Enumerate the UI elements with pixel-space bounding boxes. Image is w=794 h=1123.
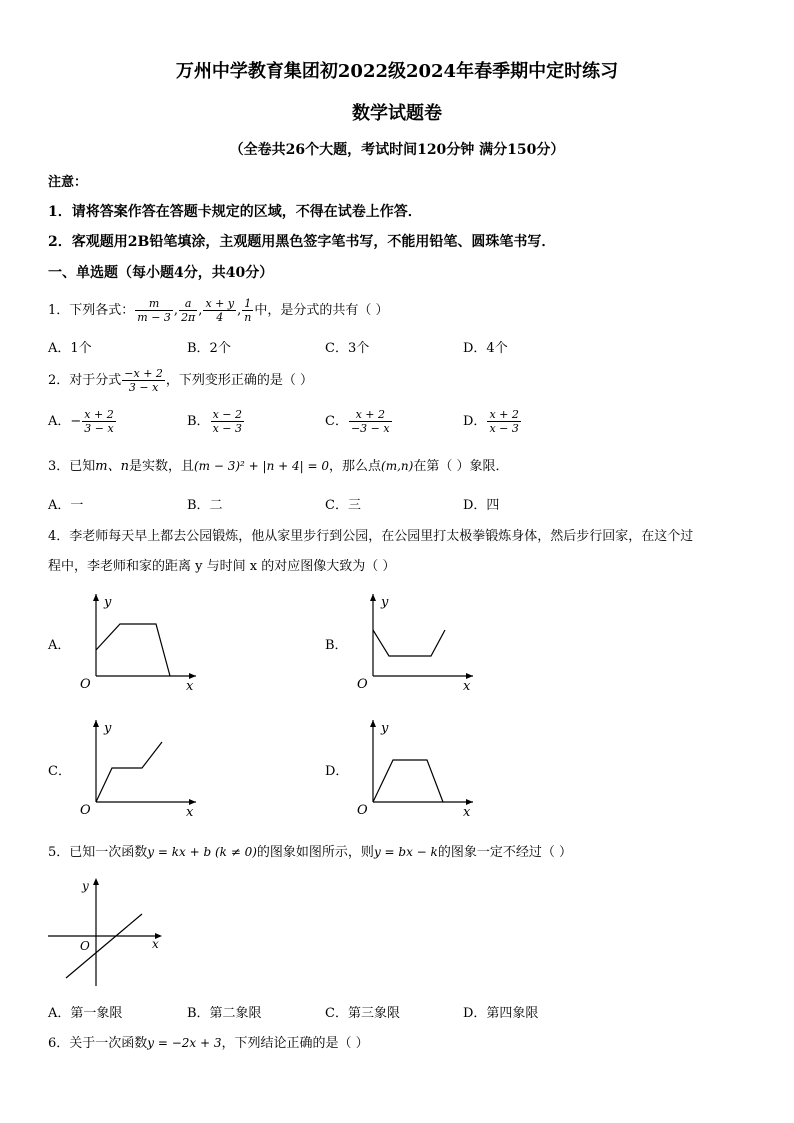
q3-option-a[interactable]: A．一 [48,498,84,513]
q4-graph-c[interactable] [76,716,202,818]
svg-text:x: x [463,679,471,692]
svg-text:x: x [152,937,159,951]
q2-option-d[interactable]: D． $\frac{x + 2}{x - 3}$ [463,408,519,435]
svg-text:O: O [80,677,91,692]
q1-option-b[interactable]: B．2个 [187,341,231,356]
q4-option-d[interactable]: D． [325,764,349,779]
q5-option-c[interactable]: C．第三象限 [325,1006,400,1021]
q5-option-a[interactable]: A．第一象限 [48,1006,123,1021]
q3-option-c[interactable]: C．三 [325,498,361,513]
q1-suffix: 中，是分式的共有（ ） [254,303,389,318]
q5-graph [44,874,170,990]
svg-text:y: y [82,879,89,893]
note-item: 1．请将答案作答在答题卡规定的区域，不得在试卷上作答． [48,204,422,220]
q4-graph-a[interactable] [76,590,202,692]
question-1: 1．下列各式： $\frac{m}{m - 3}$ , $\frac{a}{2\pi}$ , $\frac{x + y}{4}$ , $\frac{1}{n}$ 中，是分式的共有（ ） [48,297,389,324]
svg-text:x: x [186,805,194,818]
q1-fraction: $\frac{1}{n}$ [244,297,252,324]
svg-text:O: O [80,803,91,818]
q1-option-c[interactable]: C．3个 [325,341,370,356]
svg-text:O: O [357,677,368,692]
q5-option-d[interactable]: D．第四象限 [463,1006,539,1021]
q5-option-b[interactable]: B．第二象限 [187,1006,262,1021]
svg-text:x: x [186,679,194,692]
q2-option-a[interactable]: A．− $\frac{x + 2}{3 - x}$ [48,408,114,435]
svg-text:O: O [80,939,90,953]
q1-fraction: $\frac{a}{2\pi}$ [181,297,196,324]
q3-option-d[interactable]: D．四 [463,498,500,513]
q4-option-a[interactable]: A． [48,638,71,653]
q4-line2: 程中，李老师和家的距离 y 与时间 x 的对应图像大致为（ ） [48,559,396,574]
q1-fraction: $\frac{m}{m - 3}$ [137,297,171,324]
q2-option-c[interactable]: C． $\frac{x + 2}{-3 - x}$ [325,408,390,435]
q1-fraction: $\frac{x + y}{4}$ [205,297,235,324]
q3-option-b[interactable]: B．二 [187,498,223,513]
q2-option-b[interactable]: B． $\frac{x - 2}{x - 3}$ [187,408,242,435]
svg-text:y: y [381,595,389,610]
svg-text:O: O [357,803,368,818]
svg-text:y: y [104,721,112,736]
q4-option-c[interactable]: C． [48,764,71,779]
section-title: 一、单选题（每小题4分，共40分） [48,265,274,281]
q1-option-d[interactable]: D．4个 [463,341,508,356]
question-5: 5．已知一次函数y = kx + b (k ≠ 0)的图象如图所示，则y = bx − k的图象一定不经过（ ） [48,845,572,860]
q2-fraction: $\frac{-x + 2}{3 - x}$ [124,367,163,394]
exam-title: 万州中学教育集团初2022级2024年春季期中定时练习 [175,61,619,82]
svg-text:x: x [463,805,471,818]
note-item: 2．客观题用2B铅笔填涂，主观题用黑色签字笔书写，不能用铅笔、圆珠笔书写． [48,234,556,250]
question-3: 3．已知m、n是实数，且(m − 3)² + |n + 4| = 0，那么点(m,n)在第（ ）象限． [48,459,509,474]
exam-subtitle: 数学试题卷 [352,103,442,124]
q4-graph-d[interactable] [353,716,479,818]
svg-text:y: y [104,595,112,610]
question-6: 6．关于一次函数y = −2x + 3，下列结论正确的是（ ） [48,1036,369,1051]
q4-option-b[interactable]: B． [325,638,348,653]
q4-graph-b[interactable] [353,590,479,692]
notes-label: 注意： [48,175,88,190]
q1-option-a[interactable]: A．1个 [48,341,92,356]
exam-info: （全卷共26个大题，考试时间120分钟 满分150分） [229,142,565,158]
svg-text:y: y [381,721,389,736]
q4-line1: 4．李老师每天早上都去公园锻炼，他从家里步行到公园，在公园里打太极拳锻炼身体，然后步行回家，在这个过 [48,529,694,544]
question-2: 2．对于分式 $\frac{-x + 2}{3 - x}$ ，下列变形正确的是（ ） [48,367,314,394]
q1-prefix: 1．下列各式： [48,303,135,318]
